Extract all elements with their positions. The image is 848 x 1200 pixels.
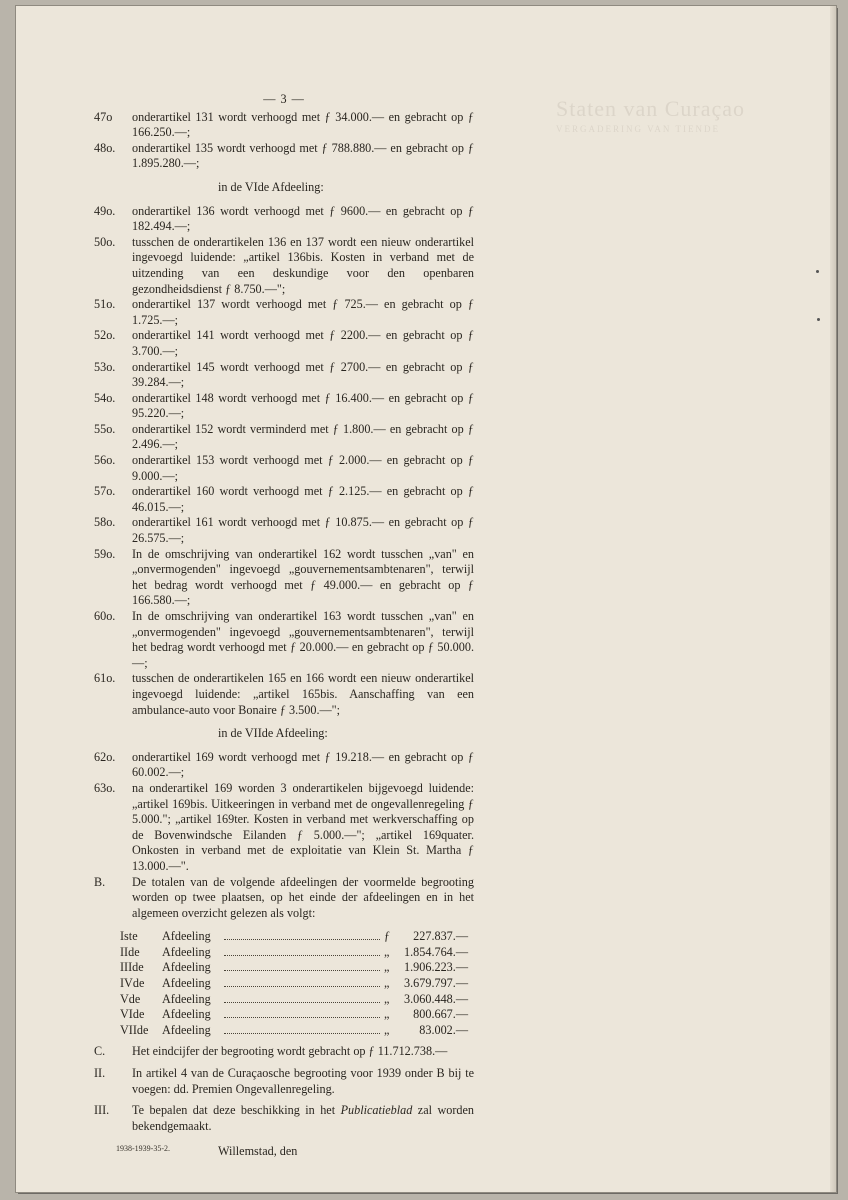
- page-edge: [830, 6, 836, 1192]
- item-number: 55o.: [94, 421, 116, 436]
- item-text: tusschen de onderartikelen 165 en 166 wordt een nieuw onderartikel ingevoegd luidende: „artikel 165bis. Aanschaffing van een ambulance-auto voor Bonaire ƒ 3.500.—";: [132, 671, 474, 717]
- item-number: 47o: [94, 109, 113, 124]
- item-text: onderartikel 160 wordt verhoogd met ƒ 2.125.— en gebracht op ƒ 46.015.—;: [132, 484, 474, 514]
- paragraph-text: Het eindcijfer der begrooting wordt gebracht op ƒ 11.712.738.—: [132, 1044, 448, 1059]
- paragraph-number: II.: [94, 1066, 106, 1081]
- item-number: 54o.: [94, 390, 116, 405]
- currency-cell: „: [384, 991, 390, 1006]
- ordinal-cell: IVde: [120, 976, 145, 991]
- ghost-heading: Staten van Curaçao: [556, 96, 746, 121]
- paragraph-ii: [94, 1066, 474, 1097]
- item-number: 50o.: [94, 234, 116, 249]
- item-text: tusschen de onderartikelen 136 en 137 wordt een nieuw onderartikel ingevoegd luidende: „artikel 136bis. Kosten in verband met de uitzending van een deskundige voor den openbaren gezondheidsdienst ƒ 8.750.—";: [132, 234, 474, 296]
- table-row: [120, 929, 468, 945]
- list-item: [94, 391, 474, 422]
- paragraph-text: [132, 1103, 474, 1134]
- page-number: — 3 —: [263, 92, 305, 106]
- list-item: [94, 750, 474, 781]
- afdeeling-cell: Afdeeling: [162, 976, 211, 991]
- paragraph-text: De totalen van de volgende afdeelingen der voormelde begrooting worden op twee plaatsen, op het einde der afdeelingen en in het algemeen overzicht gelezen als volgt:: [132, 874, 474, 920]
- item-number: 60o.: [94, 609, 116, 623]
- item-number: 48o.: [94, 140, 116, 155]
- list-item: [94, 671, 474, 718]
- paragraph-text-after: zal worden bekendgemaakt.: [132, 1103, 474, 1133]
- signature-line: Willemstad, den: [218, 1144, 298, 1159]
- leader-dots: [224, 985, 380, 987]
- items-group-b: [94, 204, 474, 719]
- leader-dots: [224, 938, 380, 940]
- list-item: [94, 235, 474, 297]
- item-text: onderartikel 136 wordt verhoogd met ƒ 9600.— en gebracht op ƒ 182.494.—;: [132, 203, 474, 234]
- paragraph-b: [94, 875, 474, 922]
- section-heading: in de VIde Afdeeling:: [218, 179, 324, 194]
- item-number: 49o.: [94, 203, 116, 218]
- item-text: onderartikel 152 wordt verminderd met ƒ 1.800.— en gebracht op ƒ 2.496.—;: [132, 421, 474, 452]
- afdeeling-cell: Afdeeling: [162, 944, 211, 959]
- item-number: 51o.: [94, 297, 116, 312]
- ordinal-cell: VIIde: [120, 1022, 149, 1037]
- paragraph-c: [94, 1044, 474, 1060]
- publicatieblad-term: Publicatieblad: [340, 1103, 413, 1118]
- amount-cell: 83.002.—: [419, 1022, 468, 1037]
- amount-cell: 1.854.764.—: [404, 944, 468, 959]
- item-number: 62o.: [94, 749, 116, 764]
- leader-dots: [224, 1032, 380, 1034]
- item-number: 63o.: [94, 780, 116, 795]
- table-row: [120, 945, 468, 961]
- currency-cell: „: [384, 1007, 390, 1022]
- item-number: 61o.: [94, 671, 116, 686]
- item-text: onderartikel 153 wordt verhoogd met ƒ 2.000.— en gebracht op ƒ 9.000.—;: [132, 453, 474, 483]
- item-number: 57o.: [94, 484, 116, 499]
- leader-dots: [224, 1016, 380, 1018]
- ordinal-cell: Iste: [120, 929, 138, 944]
- currency-cell: ƒ: [384, 929, 391, 944]
- list-item: [94, 515, 474, 546]
- print-reference: 1938-1939-35-2.: [116, 1144, 170, 1153]
- paragraph-text: In artikel 4 van de Curaçaosche begrooting voor 1939 onder B bij te voegen: dd. Premien Ongevallenregeling.: [132, 1066, 474, 1096]
- leader-dots: [224, 954, 380, 956]
- item-number: 53o.: [94, 359, 116, 374]
- item-text: onderartikel 148 wordt verhoogd met ƒ 16.400.— en gebracht op ƒ 95.220.—;: [132, 390, 474, 421]
- item-text: onderartikel 169 wordt verhoogd met ƒ 19.218.— en gebracht op ƒ 60.002.—;: [132, 749, 474, 780]
- table-row: [120, 960, 468, 976]
- item-text: onderartikel 161 wordt verhoogd met ƒ 10.875.— en gebracht op ƒ 26.575.—;: [132, 515, 474, 546]
- item-number: 59o.: [94, 546, 116, 561]
- afdeeling-cell: Afdeeling: [162, 1007, 211, 1022]
- ordinal-cell: Vde: [120, 991, 141, 1006]
- afdeeling-cell: Afdeeling: [162, 960, 211, 975]
- item-text: In de omschrijving van onderartikel 163 wordt tusschen „van" en „onvermogenden" ingevoegd „gouvernementsambtenaren", terwijl het bedrag wordt verhoogd met ƒ 20.000.— en gebracht op ƒ 50.000.—;: [132, 609, 474, 670]
- item-text: onderartikel 145 wordt verhoogd met ƒ 2700.— en gebracht op ƒ 39.284.—;: [132, 359, 474, 390]
- totals-table: [120, 929, 468, 1038]
- paragraph-number: III.: [94, 1103, 110, 1118]
- section-heading: in de VIIde Afdeeling:: [218, 726, 328, 741]
- document-page: [16, 6, 836, 1192]
- item-text: onderartikel 131 wordt verhoogd met ƒ 34.000.— en gebracht op ƒ 166.250.—;: [132, 109, 474, 140]
- currency-cell: „: [384, 944, 390, 959]
- items-group-c: [94, 750, 474, 875]
- ordinal-cell: IIIde: [120, 960, 144, 975]
- list-item: [94, 204, 474, 235]
- item-text: onderartikel 137 wordt verhoogd met ƒ 725.— en gebracht op ƒ 1.725.—;: [132, 297, 474, 327]
- item-number: 56o.: [94, 453, 116, 468]
- list-item: [94, 360, 474, 391]
- list-item: [94, 484, 474, 515]
- currency-cell: „: [384, 976, 390, 991]
- list-item: [94, 453, 474, 484]
- leader-dots: [224, 969, 380, 971]
- item-text: onderartikel 141 wordt verhoogd met ƒ 2200.— en gebracht op ƒ 3.700.—;: [132, 328, 474, 358]
- list-item: [94, 297, 474, 328]
- amount-cell: 1.906.223.—: [404, 960, 468, 975]
- items-group-a: [94, 110, 474, 172]
- list-item: [94, 547, 474, 609]
- document-body: [94, 92, 474, 1160]
- item-number: 58o.: [94, 515, 116, 530]
- afdeeling-cell: Afdeeling: [162, 991, 211, 1006]
- ordinal-cell: VIde: [120, 1007, 145, 1022]
- leader-dots: [224, 1001, 380, 1003]
- currency-cell: „: [384, 1022, 390, 1037]
- amount-cell: 3.060.448.—: [404, 991, 468, 1006]
- table-row: [120, 1007, 468, 1023]
- list-item: [94, 328, 474, 359]
- speck: [816, 270, 819, 273]
- paragraph-number: B.: [94, 874, 106, 889]
- item-text: onderartikel 135 wordt verhoogd met ƒ 788.880.— en gebracht op ƒ 1.895.280.—;: [132, 140, 474, 171]
- list-item: [94, 781, 474, 875]
- item-text: In de omschrijving van onderartikel 162 wordt tusschen „van" en „onvermogenden" ingevoegd „gouvernementsambtenaren", terwijl het bedrag wordt verhoogd met ƒ 49.000.— en gebracht op ƒ 166.580.—;: [132, 546, 474, 608]
- currency-cell: „: [384, 960, 390, 975]
- table-row: [120, 976, 468, 992]
- amount-cell: 227.837.—: [413, 929, 468, 944]
- paragraph-number: C.: [94, 1044, 106, 1059]
- amount-cell: 3.679.797.—: [404, 976, 468, 991]
- table-row: [120, 992, 468, 1008]
- amount-cell: 800.667.—: [413, 1007, 468, 1022]
- ordinal-cell: IIde: [120, 944, 140, 959]
- item-text: na onderartikel 169 worden 3 onderartikelen bijgevoegd luidende: „artikel 169bis. Uitkeeringen in verband met de ongevallenregeling ƒ 5.000."; „artikel 169ter. Kosten in verband met werkverschaffing op de Bovenwindsche Eilanden ƒ 5.000.—"; „artikel 169quater. Onkosten in verband met de exploitatie van Klein St. Martha ƒ 13.000.—".: [132, 780, 474, 873]
- paragraph-text-before: Te bepalen dat deze beschikking in het: [132, 1103, 341, 1118]
- item-number: 52o.: [94, 328, 116, 343]
- list-item: [94, 609, 474, 671]
- table-row: [120, 1023, 468, 1039]
- afdeeling-cell: Afdeeling: [162, 1022, 211, 1037]
- list-item: [94, 422, 474, 453]
- show-through-text: [556, 96, 756, 134]
- afdeeling-cell: Afdeeling: [162, 929, 211, 944]
- list-item: [94, 110, 474, 141]
- paragraph-iii: [94, 1103, 474, 1134]
- list-item: [94, 141, 474, 172]
- ghost-subheading: VERGADERING VAN TIENDE: [556, 124, 720, 134]
- speck: [817, 318, 820, 321]
